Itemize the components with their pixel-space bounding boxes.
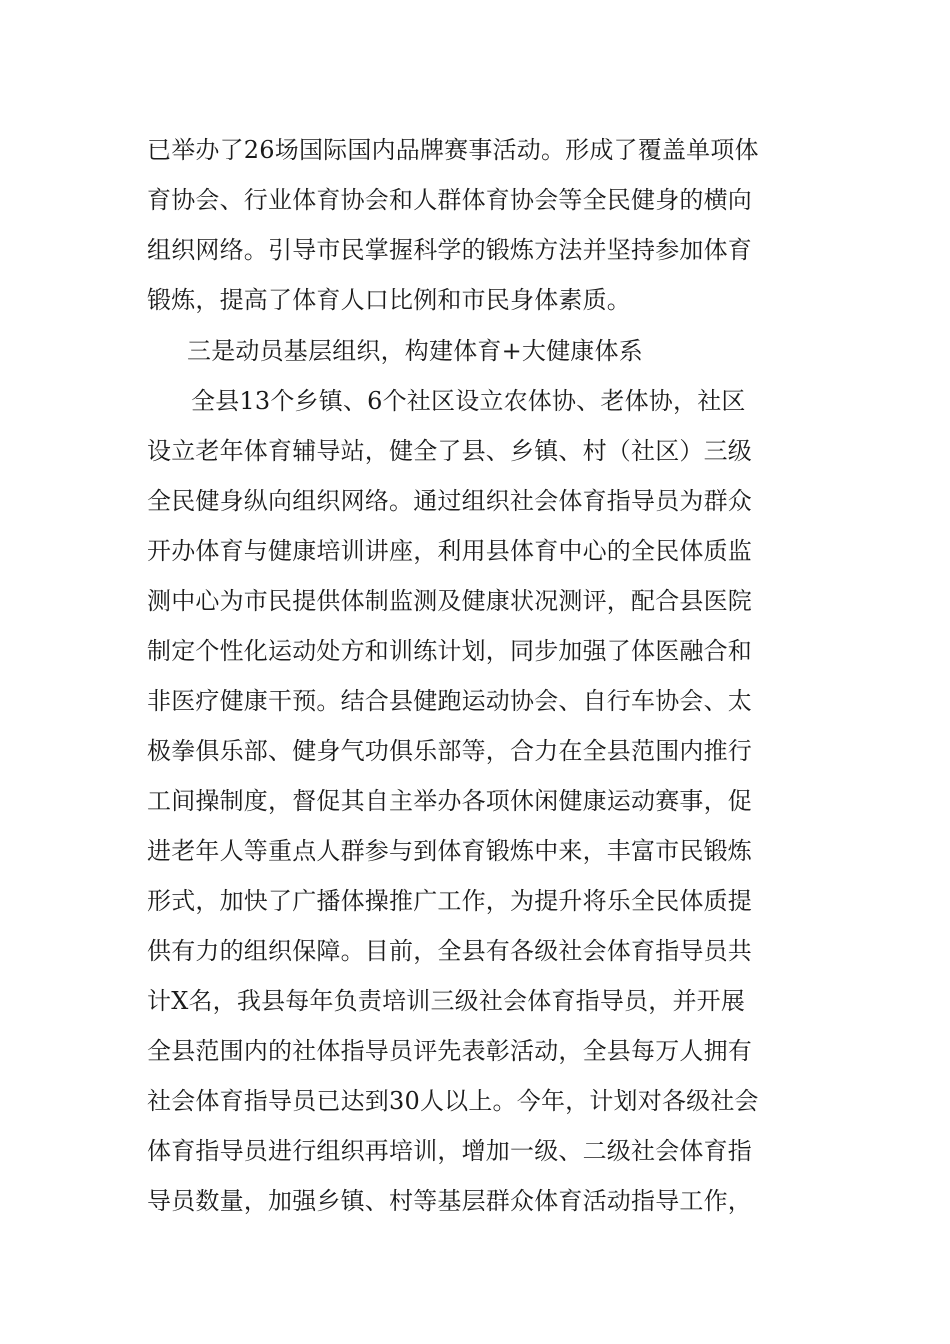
text-line: 体育指导员进行组织再培训，增加一级、二级社会体育指 (147, 1137, 752, 1165)
text-line: 已举办了26场国际国内品牌赛事活动。形成了覆盖单项体 (147, 136, 759, 164)
text-line: 工间操制度，督促其自主举办各项休闲健康运动赛事，促 (147, 787, 752, 815)
text-line: 全县范围内的社体指导员评先表彰活动，全县每万人拥有 (147, 1037, 752, 1065)
text-line: 育协会、行业体育协会和人群体育协会等全民健身的横向 (147, 186, 752, 214)
text-line: 全县13个乡镇、6个社区设立农体协、老体协，社区 (191, 387, 746, 415)
text-line: 进老年人等重点人群参与到体育锻炼中来，丰富市民锻炼 (147, 837, 752, 865)
text-line: 计X名，我县每年负责培训三级社会体育指导员，并开展 (147, 987, 746, 1015)
text-line: 全民健身纵向组织网络。通过组织社会体育指导员为群众 (147, 487, 752, 515)
text-line: 开办体育与健康培训讲座，利用县体育中心的全民体质监 (147, 537, 752, 565)
text-line: 供有力的组织保障。目前，全县有各级社会体育指导员共 (147, 937, 752, 965)
heading-line: 三是动员基层组织，构建体育+大健康体系 (187, 337, 643, 365)
text-line: 社会体育指导员已达到30人以上。今年，计划对各级社会 (147, 1087, 759, 1115)
text-line: 导员数量，加强乡镇、村等基层群众体育活动指导工作， (147, 1187, 752, 1215)
text-line: 制定个性化运动处方和训练计划，同步加强了体医融合和 (147, 637, 752, 665)
text-line: 组织网络。引导市民掌握科学的锻炼方法并坚持参加体育 (147, 236, 752, 264)
text-line: 非医疗健康干预。结合县健跑运动协会、自行车协会、太 (147, 687, 752, 715)
text-line: 测中心为市民提供体制监测及健康状况测评，配合县医院 (147, 587, 752, 615)
text-line: 锻炼，提高了体育人口比例和市民身体素质。 (147, 286, 631, 314)
text-line: 形式，加快了广播体操推广工作，为提升将乐全民体质提 (147, 887, 752, 915)
text-line: 极拳俱乐部、健身气功俱乐部等，合力在全县范围内推行 (147, 737, 752, 765)
text-line: 设立老年体育辅导站，健全了县、乡镇、村（社区）三级 (147, 437, 752, 465)
